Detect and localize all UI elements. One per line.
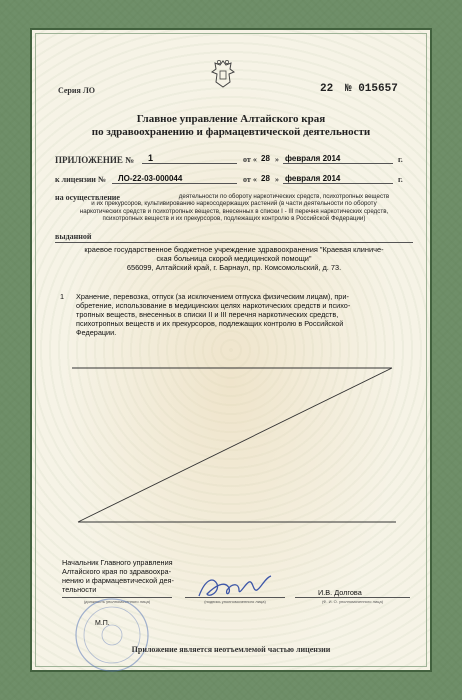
activity-line: наркотических средств и психотропных веществ, внесенных в списки I - III перечня наркотических средств, bbox=[79, 207, 389, 215]
name-underline bbox=[295, 597, 410, 598]
license-ref-month-year: февраля 2014 bbox=[285, 174, 341, 183]
appendix-date-mid: » bbox=[275, 155, 279, 164]
appendix-date-prefix: от « bbox=[243, 155, 257, 164]
item-number: 1 bbox=[60, 292, 65, 301]
appendix-date-line bbox=[283, 163, 393, 164]
document-number: № 015657 bbox=[345, 83, 398, 95]
issuing-authority-subtitle: по здравоохранению и фармацевтической деятельности bbox=[91, 126, 371, 138]
recipient-address: 656099, Алтайский край, г. Барнаул, пр. Комсомольский, д. 73. bbox=[126, 263, 342, 272]
series-label: Серия ЛО bbox=[58, 86, 95, 95]
item-line: тропных веществ, внесенных в списки II и III перечня наркотических средств, bbox=[76, 310, 339, 319]
stamp-placeholder-label: М.П. bbox=[95, 620, 110, 627]
item-line: Федерации. bbox=[76, 328, 117, 337]
appendix-month-year: февраля 2014 bbox=[285, 154, 341, 163]
issued-line bbox=[55, 242, 413, 243]
position-line: нению и фармацевтической дея- bbox=[62, 576, 174, 585]
appendix-day: 28 bbox=[261, 154, 270, 163]
issued-label: выданной bbox=[55, 232, 92, 241]
activity-label: на осуществление bbox=[55, 193, 120, 202]
license-ref-date-mid: » bbox=[275, 175, 279, 184]
license-ref-year-suffix: г. bbox=[398, 175, 403, 184]
item-line: обретение, использование в медицинских целях наркотических средств и психо- bbox=[76, 301, 351, 310]
official-stamp-icon bbox=[72, 595, 152, 675]
activity-line: деятельности по обороту наркотических средств, психотропных веществ bbox=[178, 193, 390, 200]
item-line: психотропных веществ и их прекурсоров, подлежащих контролю в Российской bbox=[76, 319, 344, 328]
appendix-year-suffix: г. bbox=[398, 155, 403, 164]
signature-caption: (подпись уполномоченного лица) bbox=[204, 599, 266, 604]
signatory-name: И.В. Долгова bbox=[318, 588, 362, 597]
signatory-position bbox=[62, 558, 192, 594]
license-ref-number-line bbox=[112, 183, 237, 184]
position-line: Начальник Главного управления bbox=[62, 558, 173, 567]
license-ref-date-prefix: от « bbox=[243, 175, 257, 184]
license-ref-number: ЛО-22-03-000044 bbox=[118, 174, 183, 183]
license-ref-label: к лицензии № bbox=[55, 175, 106, 184]
footer-note: Приложение является неотъемлемой частью лицензии bbox=[131, 645, 331, 654]
item-text bbox=[76, 292, 416, 337]
position-caption: (должность уполномоченного лица) bbox=[83, 599, 151, 604]
appendix-label: ПРИЛОЖЕНИЕ № bbox=[55, 155, 135, 165]
item-line: Хранение, перевозка, отпуск (за исключением отпуска физическим лицам), при- bbox=[76, 292, 349, 301]
issuing-authority-title: Главное управление Алтайского края bbox=[136, 113, 326, 125]
issued-recipient bbox=[55, 245, 413, 272]
appendix-number-line bbox=[142, 163, 237, 164]
region-code: 22 bbox=[320, 83, 334, 95]
coat-of-arms-icon bbox=[210, 58, 236, 90]
activity-line: психотропных веществ и их прекурсоров, подлежащих контролю в Российской Федерации) bbox=[102, 215, 366, 223]
license-ref-day: 28 bbox=[261, 174, 270, 183]
recipient-line: краевое государственное бюджетное учреждение здравоохранения "Краевая клиниче- bbox=[84, 245, 384, 254]
activity-description bbox=[55, 193, 413, 223]
recipient-line: ская больница скорой медицинской помощи" bbox=[156, 254, 312, 263]
appendix-number: 1 bbox=[148, 153, 154, 163]
license-ref-date-line bbox=[283, 183, 393, 184]
signature-underline bbox=[185, 597, 285, 598]
position-line: тельности bbox=[62, 585, 97, 594]
activity-line: и их прекурсоров, культивированию наркосодержащих растений (в части деятельности по обороту bbox=[91, 200, 377, 208]
blank-space-cancel-mark bbox=[70, 360, 400, 530]
name-caption: (Ф. И. О. уполномоченного лица) bbox=[321, 599, 384, 604]
position-line: Алтайского края по здравоохра- bbox=[62, 567, 171, 576]
